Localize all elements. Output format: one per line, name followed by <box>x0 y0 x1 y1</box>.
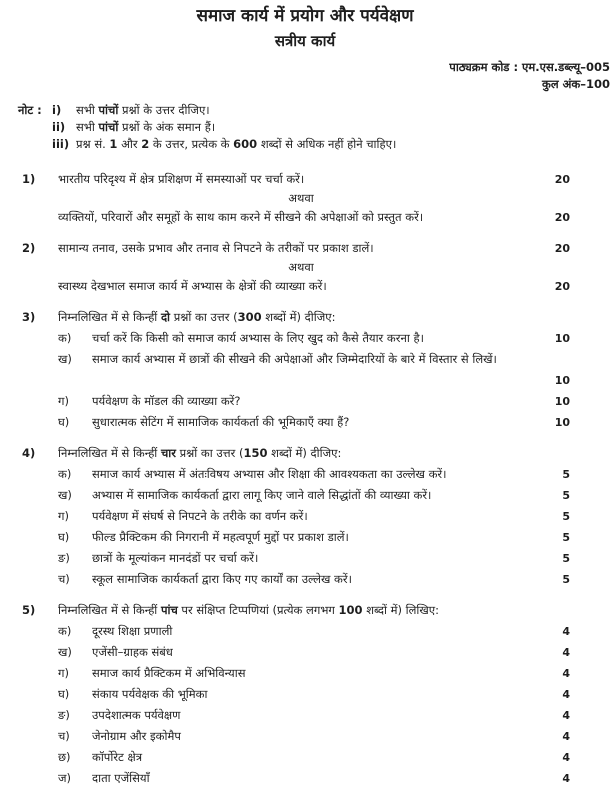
emphasized-text: दो <box>160 310 171 324</box>
question-text <box>92 747 544 768</box>
sub-question <box>58 527 570 548</box>
question <box>18 443 570 590</box>
sub-question <box>58 642 570 663</box>
emphasized-text: 1 <box>109 137 118 151</box>
text-segment: निम्नलिखित में से किन्हीं <box>58 310 161 324</box>
sub-question-label: घ) <box>58 415 70 429</box>
question-text-row <box>58 600 570 621</box>
sub-question-label: छ) <box>58 750 71 764</box>
marks-value: 5 <box>562 468 570 481</box>
text-segment: निम्नलिखित में से किन्हीं <box>58 603 161 617</box>
text-segment: प्रश्नों का उत्तर ( <box>175 446 244 460</box>
question-text <box>92 726 544 747</box>
sub-question-label: च) <box>58 572 70 586</box>
sub-question-label: ग) <box>58 509 69 523</box>
note-item <box>52 119 570 136</box>
text-segment: भारतीय परिदृश्य में क्षेत्र प्रशिक्षण में समस्याओं पर चर्चा करें। <box>58 172 305 186</box>
sub-question <box>58 412 570 433</box>
course-code: पाठ्यक्रम कोड : एम.एस.डब्ल्यू–005 <box>449 60 610 74</box>
question-number: 2) <box>22 241 36 255</box>
emphasized-text: 600 <box>233 137 258 151</box>
text-segment: पर संक्षिप्त टिप्पणियां (प्रत्येक लगभग <box>177 603 339 617</box>
question-text-row <box>58 207 570 228</box>
text-segment: कॉर्पोरेट क्षेत्र <box>92 750 143 764</box>
question-text <box>92 642 544 663</box>
sub-question-label: ग) <box>58 666 69 680</box>
note-item-text <box>76 119 570 136</box>
emphasized-text: 150 <box>243 446 268 460</box>
text-segment: समाज कार्य प्रैक्टिकम में अभिविन्यास <box>92 666 246 680</box>
text-segment: स्कूल सामाजिक कार्यकर्ता द्वारा किए गए कार्यों का उल्लेख करें। <box>92 572 352 586</box>
note-item <box>52 136 570 153</box>
marks-value: 4 <box>562 688 570 701</box>
text-segment: के उत्तर, प्रत्येक के <box>149 137 234 151</box>
question-text <box>92 548 544 569</box>
text-segment: निम्नलिखित में से किन्हीं <box>58 446 161 460</box>
marks-value: 4 <box>562 646 570 659</box>
sub-question-label: च) <box>58 729 70 743</box>
text-segment: स्वास्थ्य देखभाल समाज कार्य में अभ्यास के क्षेत्रों की व्याख्या करें। <box>58 279 327 293</box>
sub-question <box>58 464 570 485</box>
marks-line <box>58 370 570 391</box>
marks-value: 4 <box>562 667 570 680</box>
text-segment: चर्चा करें कि किसी को समाज कार्य अभ्यास के लिए खुद को कैसे तैयार करना है। <box>92 331 424 345</box>
course-info <box>0 59 610 93</box>
question-number: 3) <box>22 310 36 324</box>
marks-value: 5 <box>562 489 570 502</box>
text-segment: शब्दों में) लिखिए: <box>362 603 440 617</box>
emphasized-text: पांच <box>160 603 178 617</box>
text-segment: सभी <box>76 103 99 117</box>
question-text <box>92 391 544 412</box>
sub-question-label: ज) <box>58 771 72 785</box>
or-separator <box>58 259 570 276</box>
marks-value: 5 <box>562 531 570 544</box>
emphasized-text: चार <box>160 446 176 460</box>
or-label: अथवा <box>288 191 314 205</box>
emphasized-text: 100 <box>338 603 363 617</box>
text-segment: समाज कार्य अभ्यास में अंतःविषय अभ्यास और शिक्षा की आवश्यकता का उल्लेख करें। <box>92 467 447 481</box>
note-items <box>52 102 570 153</box>
question-text <box>92 412 544 433</box>
question-number: 4) <box>22 446 36 460</box>
question-text <box>58 443 570 464</box>
question-text <box>92 506 544 527</box>
emphasized-text: पांचों <box>98 103 119 117</box>
sub-question <box>58 621 570 642</box>
question-text <box>58 169 544 190</box>
note-item-number: ii) <box>52 120 66 134</box>
note-label: नोट : <box>18 103 42 117</box>
note-item-text <box>76 136 570 153</box>
marks-value: 4 <box>562 709 570 722</box>
marks-value: 20 <box>554 173 570 186</box>
question-text <box>92 705 544 726</box>
question-text <box>92 464 544 485</box>
sub-question-label: घ) <box>58 687 70 701</box>
question-text-row <box>58 443 570 464</box>
question-text <box>92 349 570 370</box>
sub-question <box>58 506 570 527</box>
question-text <box>92 768 544 789</box>
question-text <box>58 276 544 297</box>
text-segment: उपदेशात्मक पर्यवेक्षण <box>92 708 181 722</box>
question-text <box>58 207 544 228</box>
question-body <box>58 600 570 789</box>
sub-question-label: ङ) <box>58 551 70 565</box>
question-text-row <box>58 276 570 297</box>
or-label: अथवा <box>288 260 314 274</box>
text-segment: प्रश्नों के उत्तर दीजिए। <box>118 103 210 117</box>
marks-value: 5 <box>562 510 570 523</box>
sub-question <box>58 328 570 349</box>
question-text <box>92 621 544 642</box>
question <box>18 307 570 433</box>
question-text-row <box>58 238 570 259</box>
note-item-number: iii) <box>52 137 70 151</box>
marks-value: 20 <box>554 242 570 255</box>
questions <box>18 169 570 789</box>
marks-value: 5 <box>562 573 570 586</box>
text-segment: सामान्य तनाव, उसके प्रभाव और तनाव से निपटने के तरीकों पर प्रकाश डालें। <box>58 241 374 255</box>
paper-subtitle: सत्रीय कार्य <box>274 32 336 50</box>
sub-question-label: ख) <box>58 645 72 659</box>
text-segment: दूरस्थ शिक्षा प्रणाली <box>92 624 173 638</box>
marks-value: 10 <box>554 416 570 429</box>
text-segment: प्रश्नों के अंक समान हैं। <box>118 120 216 134</box>
sub-question <box>58 768 570 789</box>
marks-value: 10 <box>554 374 570 387</box>
question-body <box>58 307 570 433</box>
text-segment: और <box>117 137 142 151</box>
text-segment: छात्रों के मूल्यांकन मानदंडों पर चर्चा करें। <box>92 551 259 565</box>
or-separator <box>58 190 570 207</box>
question-body <box>58 238 570 297</box>
marks-value: 4 <box>562 772 570 785</box>
note-item-text <box>76 102 570 119</box>
question-text <box>58 238 544 259</box>
marks-value: 20 <box>554 280 570 293</box>
sub-question <box>58 548 570 569</box>
marks-value: 4 <box>562 730 570 743</box>
text-segment: व्यक्तियों, परिवारों और समूहों के साथ काम करने में सीखने की अपेक्षाओं को प्रस्तुत करें। <box>58 210 424 224</box>
sub-question-label: ङ) <box>58 708 70 722</box>
marks-value: 10 <box>554 332 570 345</box>
sub-question-label: क) <box>58 624 72 638</box>
text-segment: प्रश्नों का उत्तर ( <box>170 310 238 324</box>
sub-question <box>58 684 570 705</box>
text-segment: सुधारात्मक सेटिंग में सामाजिक कार्यकर्ता की भूमिकाएँ क्या हैं? <box>92 415 350 429</box>
text-segment: पर्यवेक्षण में संघर्ष से निपटने के तरीके का वर्णन करें। <box>92 509 308 523</box>
text-segment: दाता एजेंसियाँ <box>92 771 150 785</box>
text-segment: संकाय पर्यवेक्षक की भूमिका <box>92 687 208 701</box>
sub-question <box>58 391 570 412</box>
sub-question-label: ग) <box>58 394 69 408</box>
text-segment: फील्ड प्रैक्टिकम की निगरानी में महत्वपूर्ण मुद्दों पर प्रकाश डालें। <box>92 530 349 544</box>
text-segment: जेनोग्राम और इकोमैप <box>92 729 181 743</box>
marks-value: 10 <box>554 395 570 408</box>
question-text <box>58 600 570 621</box>
question-text <box>58 307 570 328</box>
question-number: 1) <box>22 172 36 186</box>
marks-value: 4 <box>562 751 570 764</box>
text-segment: एजेंसी–ग्राहक संबंध <box>92 645 173 659</box>
note-item <box>52 102 570 119</box>
sub-question <box>58 349 570 370</box>
sub-question <box>58 485 570 506</box>
sub-question-label: घ) <box>58 530 70 544</box>
sub-question <box>58 569 570 590</box>
text-segment: शब्दों में) दीजिए: <box>261 310 336 324</box>
question-text-row <box>58 169 570 190</box>
total-marks: कुल अंक–100 <box>541 77 610 91</box>
marks-value: 4 <box>562 625 570 638</box>
sub-question <box>58 747 570 768</box>
text-segment: अभ्यास में सामाजिक कार्यकर्ता द्वारा लागू किए जाने वाले सिद्धांतों की व्याख्या करें। <box>92 488 432 502</box>
emphasized-text: 300 <box>237 310 262 324</box>
question-text <box>92 527 544 548</box>
question-text <box>92 663 544 684</box>
sub-question-label: क) <box>58 467 72 481</box>
text-segment: पर्यवेक्षण के मॉडल की व्याख्या करें? <box>92 394 241 408</box>
question-text <box>92 569 544 590</box>
marks-value: 5 <box>562 552 570 565</box>
question-text-row <box>58 307 570 328</box>
sub-question <box>58 705 570 726</box>
text-segment: समाज कार्य अभ्यास में छात्रों की सीखने की अपेक्षाओं और जिम्मेदारियों के बारे में विस्तार से लिखें। <box>92 352 497 366</box>
note-section <box>18 102 570 153</box>
question <box>18 600 570 789</box>
question-body <box>58 169 570 228</box>
sub-question <box>58 663 570 684</box>
emphasized-text: 2 <box>141 137 150 151</box>
paper-header <box>0 5 610 93</box>
text-segment: शब्दों से अधिक नहीं होने चाहिए। <box>257 137 397 151</box>
question-text <box>92 485 544 506</box>
question-text <box>92 328 544 349</box>
sub-question-label: ख) <box>58 352 72 366</box>
question-number: 5) <box>22 603 36 617</box>
question-text <box>58 370 544 391</box>
question <box>18 169 570 228</box>
question <box>18 238 570 297</box>
sub-question <box>58 726 570 747</box>
sub-question-label: क) <box>58 331 72 345</box>
question-body <box>58 443 570 590</box>
text-segment: प्रश्न सं. <box>76 137 110 151</box>
paper-title: समाज कार्य में प्रयोग और पर्यवेक्षण <box>196 6 414 26</box>
text-segment: सभी <box>76 120 99 134</box>
marks-value: 20 <box>554 211 570 224</box>
note-item-number: i) <box>52 103 62 117</box>
question-text <box>92 684 544 705</box>
sub-question-label: ख) <box>58 488 72 502</box>
text-segment: शब्दों में) दीजिए: <box>267 446 342 460</box>
emphasized-text: पांचों <box>98 120 119 134</box>
